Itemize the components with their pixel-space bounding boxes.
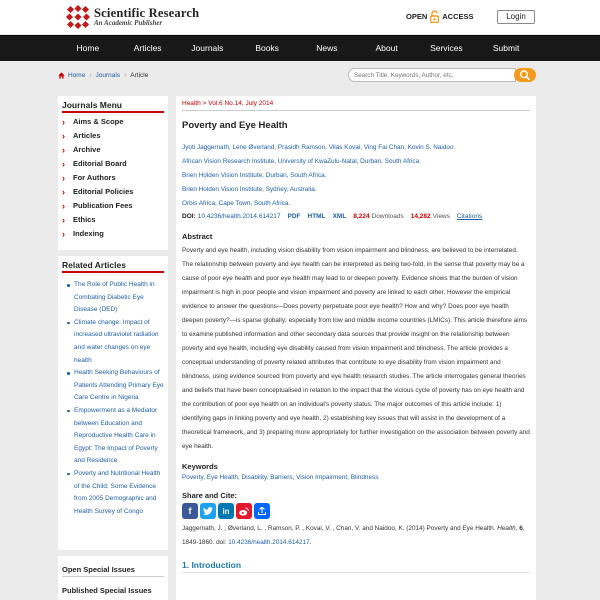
menu-item-label: Ethics [73, 215, 96, 224]
issue-link[interactable]: Vol.6 No.14, July 2014 [208, 100, 274, 107]
menu-item-label: Publication Fees [73, 201, 133, 210]
menu-item-label: Archive [73, 145, 101, 154]
related-article-link[interactable]: Health Seeking Behaviours of Patients Attending Primary Eye Care Centre in Nigeria [64, 367, 164, 405]
linkedin-icon[interactable]: in [218, 503, 234, 519]
chevron-right-icon: › [62, 131, 65, 141]
chevron-right-icon: › [62, 229, 65, 239]
journals-menu-title: Journals Menu [62, 98, 164, 113]
affiliation[interactable]: Brien Holden Vision Institute, Durban, South Africa. [182, 172, 327, 179]
logo-subtitle: An Academic Publisher [94, 19, 163, 28]
article-title: Poverty and Eye Health [182, 120, 288, 131]
menu-item[interactable] [62, 129, 164, 143]
chevron-right-icon: › [62, 173, 65, 183]
open-access-left: OPEN [406, 12, 428, 21]
chevron-right-icon: › [62, 215, 65, 225]
chevron-right-icon: › [62, 187, 65, 197]
logo-title: Scientific Research [94, 5, 200, 20]
twitter-icon[interactable] [200, 503, 216, 519]
menu-item-label: Editorial Policies [73, 187, 134, 196]
nav-item-articles[interactable]: Articles [133, 43, 162, 53]
related-article-link[interactable]: Empowerment as a Mediator between Education and Reproductive Health Care in Egypt: The Impact of Poverty and Residence [64, 405, 164, 468]
affiliation[interactable]: Orbis Africa, Cape Town, South Africa. [182, 200, 291, 207]
breadcrumb [58, 72, 148, 79]
lock-icon [430, 10, 439, 23]
menu-item[interactable] [62, 185, 164, 199]
nav-item-about[interactable]: About [375, 43, 398, 53]
nav-item-home[interactable]: Home [76, 43, 100, 53]
doi-link[interactable]: 10.4236/health.2014.614217 [197, 213, 281, 220]
search-button[interactable] [514, 68, 536, 82]
weibo-icon[interactable] [236, 503, 252, 519]
citation-volume: 6 [519, 525, 523, 532]
home-icon [58, 72, 65, 79]
abstract-text: Poverty and eye health, including vision disability from vision impairment and blindness, are believed to be interrelated. The relationship between poverty and eye health can be interpreted as being two-fold, in the sense that poverty may be a cause of poor eye health and poor eye health may lead to or deepen poverty. Evidence shows that the burden of vision impairment is high in poor people and vision impairment and poverty are linked to each other. However the empirical evidence to answer the questions—Does poverty perpetuate poor eye health? How and why? Does poor eye health deepen poverty?—is sparse globally; especially from low and middle income countries (LMICs). This article therefore aims to examine published information and other secondary data sources that provide insight on the relationship between poverty and eye health, including eye disability caused from vision impairment and blindness. The article provides a conceptual understanding of poverty related attributes that contribute to eye disability from vision impairment and blindness, using evidence sourced from poverty and eye health research studies. The article interrogates general theories and beliefs that have been conceptualised in relation to the impact that the vicious cycle of poverty has on eye health and the contribution of poor eye health on an individual's poverty status. The major outcomes of this article include: 1) identifying gaps in linking poverty and eye health, 2) establishing key issues that will assist in the development of a theoretical framework, and 3) preparing more appropriately for further investigation on the association between poverty and eye health. [182, 247, 530, 450]
keywords-list[interactable]: Poverty, Eye Health, Disability, Barriers, Vision Impairment, Blindness [182, 474, 379, 481]
menu-item-label: Aims & Scope [73, 117, 124, 126]
xml-link[interactable]: XML [332, 213, 347, 220]
published-special-issues-link[interactable]: Published Special Issues [62, 586, 152, 595]
main-nav [0, 35, 600, 61]
login-button[interactable]: Login [497, 10, 535, 24]
menu-item[interactable] [62, 227, 164, 241]
related-article-link[interactable]: Poverty and Nutritional Health of the Child: Some Evidence from 2005 Demographic and Health Survey of Congo [64, 468, 164, 518]
abstract-heading: Abstract [182, 232, 213, 241]
breadcrumb-separator: › [89, 72, 92, 79]
open-access-right: ACCESS [442, 12, 474, 21]
breadcrumb-separator: › [124, 72, 127, 79]
site-header [0, 0, 600, 34]
open-access-badge [406, 10, 474, 23]
nav-item-journals[interactable]: Journals [191, 43, 224, 53]
nav-item-services[interactable]: Services [430, 43, 463, 53]
citation-journal: Health [497, 525, 516, 532]
citation-doi-link[interactable]: 10.4236/health.2014.614217 [228, 539, 310, 546]
search-input[interactable] [348, 68, 516, 82]
citation-authors: Jaggernath, J. , Øverland, L. , Ramson, P. , Kovai, V. , Chan, V. and Naidoo, K. (2014) Poverty and Eye Health. [182, 525, 496, 532]
open-special-issues-panel [58, 556, 168, 582]
menu-item[interactable] [62, 157, 164, 171]
facebook-icon[interactable]: f [182, 503, 198, 519]
chevron-right-icon: › [62, 145, 65, 155]
menu-item-label: Indexing [73, 229, 104, 238]
breadcrumb-journals[interactable]: Journals [95, 72, 121, 79]
logo-icon [66, 5, 90, 29]
views-label: Views [432, 213, 450, 220]
related-articles-title: Related Articles [62, 258, 164, 273]
keywords-heading: Keywords [182, 462, 218, 471]
affiliation[interactable]: African Vision Research Institute, University of KwaZulu-Natal, Durban, South Africa. [182, 158, 421, 165]
menu-item[interactable] [62, 213, 164, 227]
doi-line [182, 213, 530, 220]
breadcrumb-current: Article [130, 72, 149, 79]
related-article-link[interactable]: Climate change: Impact of increased ultraviolet radiation and water changes on eye health [64, 317, 164, 367]
citations-link[interactable]: Citations [456, 213, 483, 220]
journal-link[interactable]: Health [182, 100, 201, 107]
share-heading: Share and Cite: [182, 491, 238, 500]
nav-item-books[interactable]: Books [255, 43, 279, 53]
menu-item-label: Articles [73, 131, 101, 140]
nav-item-news[interactable]: News [316, 43, 338, 53]
article-content [176, 96, 536, 600]
views-count: 14,282 [410, 213, 431, 220]
breadcrumb-home[interactable]: Home [68, 72, 86, 79]
introduction-heading: 1. Introduction [182, 560, 530, 573]
affiliation[interactable]: Brien Holden Vision Institute, Sydney, Australia. [182, 186, 317, 193]
chevron-right-icon: › [62, 117, 65, 127]
open-special-issues-link[interactable]: Open Special Issues [62, 556, 164, 577]
menu-item[interactable] [62, 171, 164, 185]
journal-issue-line: Health > Vol.6 No.14, July 2014 [182, 100, 530, 111]
search-bar [348, 68, 536, 82]
html-link[interactable]: HTML [307, 213, 326, 220]
menu-item-label: For Authors [73, 173, 116, 182]
downloads-label: Downloads [371, 213, 404, 220]
share-icon[interactable] [254, 503, 270, 519]
citation-text: Jaggernath, J. , Øverland, L. , Ramson, P. , Kovai, V. , Chan, V. and Naidoo, K. (2014) Poverty and Eye Health. Health, 6, 1849-1860. doi: 10.4236/health.2014.614217. [182, 525, 525, 546]
downloads-count: 8,224 [353, 213, 370, 220]
related-article-link[interactable]: The Role of Public Health in Combating Diabetic Eye Disease (DED) [64, 279, 164, 317]
menu-item[interactable] [62, 115, 164, 129]
doi-label: DOI: [182, 213, 196, 220]
menu-item-label: Editorial Board [73, 159, 127, 168]
chevron-right-icon: › [62, 159, 65, 169]
menu-item[interactable] [62, 143, 164, 157]
related-articles [58, 256, 168, 550]
pdf-link[interactable]: PDF [287, 213, 301, 220]
nav-item-submit[interactable]: Submit [492, 43, 520, 53]
site-logo[interactable] [66, 4, 199, 30]
article-authors[interactable]: Jyoti Jaggernath, Lene Øverland, Prasidh Ramson, Vilas Kovai, Ving Fai Chan, Kovin S. Naidoo [182, 144, 454, 151]
citation-pages: , 1849-1860. doi: [182, 525, 525, 546]
published-special-issues-panel [58, 582, 168, 600]
menu-item[interactable] [62, 199, 164, 213]
chevron-right-icon: › [62, 201, 65, 211]
journals-menu [58, 96, 168, 250]
search-icon [514, 68, 536, 82]
share-buttons [182, 503, 530, 519]
